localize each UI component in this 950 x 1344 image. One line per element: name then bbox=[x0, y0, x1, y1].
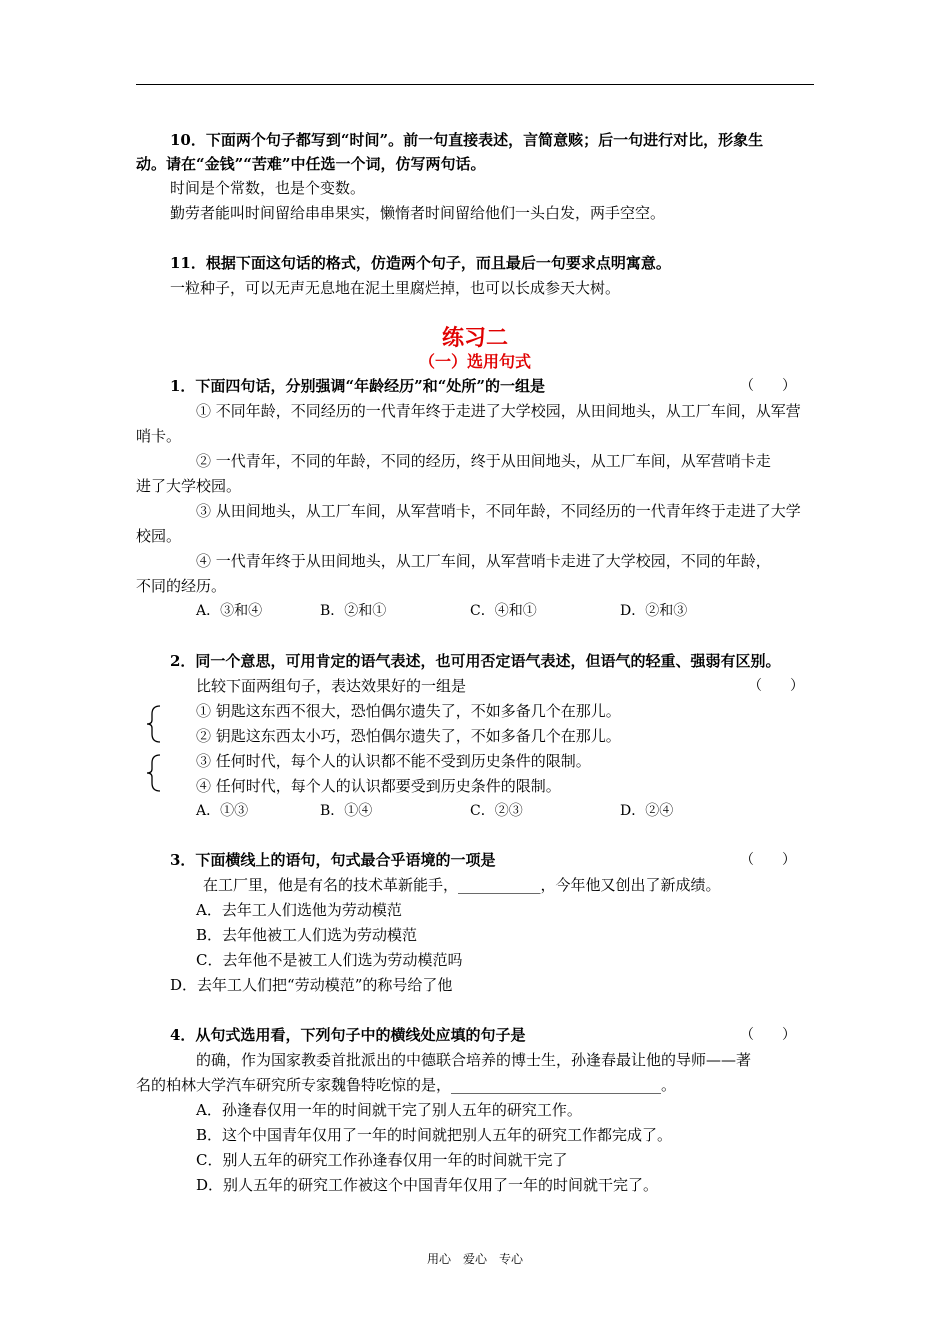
p2-option-a: A．①③ bbox=[196, 803, 249, 819]
p1-stem: 1．下面四句话，分别强调“年龄经历”和“处所”的一组是 bbox=[170, 377, 545, 395]
p3-option-a: A．去年工人们选他为劳动模范 bbox=[196, 901, 402, 919]
p1-option-c: C．④和① bbox=[470, 603, 537, 619]
p3-option-d: D．去年工人们把“劳动模范”的称号给了他 bbox=[170, 976, 453, 994]
p1-option-a: A．③和④ bbox=[196, 603, 263, 619]
p2-sentence-3: ③ 任何时代，每个人的认识都不能不受到历史条件的限制。 bbox=[196, 752, 591, 770]
section-title: 练习二 bbox=[441, 326, 508, 351]
page-footer: 用心 爱心 专心 bbox=[426, 1252, 523, 1266]
header-rule bbox=[136, 84, 814, 85]
p1-option-d: D．②和③ bbox=[620, 603, 688, 619]
p2-sentence-2: ② 钥匙这东西太小巧，恐怕偶尔遗失了，不如多备几个在那儿。 bbox=[196, 727, 621, 745]
p4-option-b: B．这个中国青年仅用了一年的时间就把别人五年的研究工作都完成了。 bbox=[196, 1126, 673, 1144]
p1-sentence-4-b: 不同的经历。 bbox=[136, 577, 227, 595]
p3-stem: 3．下面横线上的语句，句式最合乎语境的一项是 bbox=[170, 851, 496, 869]
p1-sentence-2-b: 进了大学校园。 bbox=[136, 477, 242, 495]
q10-example-2: 勤劳者能叫时间留给串串果实，懒惰者时间留给他们一头白发，两手空空。 bbox=[170, 204, 666, 222]
p4-option-a: A．孙逢春仅用一年的时间就干完了别人五年的研究工作。 bbox=[196, 1101, 582, 1119]
p2-option-c: C．②③ bbox=[470, 803, 523, 819]
p4-stem: 4．从句式选用看，下列句子中的横线处应填的句子是 bbox=[170, 1026, 526, 1044]
p3-option-b: B．去年他被工人们选为劳动模范 bbox=[196, 926, 418, 944]
section-subtitle: （一）选用句式 bbox=[418, 352, 531, 371]
p4-option-d: D．别人五年的研究工作被这个中国青年仅用了一年的时间就干完了。 bbox=[196, 1176, 659, 1194]
p1-sentence-4-a: ④ 一代青年终于从田间地头，从工厂车间，从军营哨卡走进了大学校园，不同的年龄， bbox=[196, 552, 771, 570]
p2-option-b: B．①④ bbox=[320, 803, 373, 819]
p1-option-b: B．②和① bbox=[320, 603, 387, 619]
p1-sentence-1-b: 哨卡。 bbox=[136, 427, 182, 445]
q11-example: 一粒种子，可以无声无息地在泥土里腐烂掉，也可以长成参天大树。 bbox=[170, 279, 621, 297]
p2-sub-stem: 比较下面两组句子，表达效果好的一组是 bbox=[196, 677, 467, 695]
p2-stem: 2．同一个意思，可用肯定的语气表述，也可用否定语气表述，但语气的轻重、强弱有区别。 bbox=[170, 652, 781, 670]
p1-sentence-3-b: 校园。 bbox=[136, 527, 182, 545]
q10-stem-line1: 10．下面两个句子都写到“时间”。前一句直接表述，言简意赅；后一句进行对比，形象生 bbox=[170, 131, 764, 149]
p4-option-c: C．别人五年的研究工作孙逢春仅用一年的时间就干完了 bbox=[196, 1151, 568, 1169]
q10-example-1: 时间是个常数，也是个变数。 bbox=[170, 179, 366, 197]
p2-sentence-1: ① 钥匙这东西不很大，恐怕偶尔遗失了，不如多备几个在那儿。 bbox=[196, 702, 621, 720]
p4-context-line2: 名的柏林大学汽车研究所专家魏鲁特吃惊的是，____________________________。 bbox=[136, 1076, 677, 1094]
p3-answer-paren: （ ） bbox=[740, 852, 796, 868]
p4-answer-paren: （ ） bbox=[740, 1027, 796, 1043]
p3-context: 在工厂里，他是有名的技术革新能手，___________，今年他又创出了新成绩。 bbox=[203, 876, 721, 894]
p2-sentence-4: ④ 任何时代，每个人的认识都要受到历史条件的限制。 bbox=[196, 777, 561, 795]
q10-stem-line2: 动。请在“金钱”“苦难”中任选一个词，仿写两句话。 bbox=[136, 155, 486, 173]
p1-sentence-1-a: ① 不同年龄，不同经历的一代青年终于走进了大学校园，从田间地头，从工厂车间，从军营 bbox=[196, 402, 801, 420]
q11-stem: 11．根据下面这句话的格式，仿造两个句子，而且最后一句要求点明寓意。 bbox=[170, 254, 671, 272]
p1-sentence-2-a: ② 一代青年，不同的年龄，不同的经历，终于从田间地头，从工厂车间，从军营哨卡走 bbox=[196, 452, 771, 470]
p2-option-d: D．②④ bbox=[620, 803, 674, 819]
group-2-brace-icon bbox=[144, 753, 164, 793]
p2-answer-paren: （ ） bbox=[748, 678, 804, 694]
p1-sentence-3-a: ③ 从田间地头，从工厂车间，从军营哨卡，不同年龄，不同经历的一代青年终于走进了大学 bbox=[196, 502, 801, 520]
p3-option-c: C．去年他不是被工人们选为劳动模范吗 bbox=[196, 951, 463, 969]
p1-answer-paren: （ ） bbox=[740, 378, 796, 394]
group-1-brace-icon bbox=[144, 704, 164, 744]
p4-context-line1: 的确，作为国家教委首批派出的中德联合培养的博士生，孙逢春最让他的导师——著 bbox=[196, 1051, 752, 1069]
